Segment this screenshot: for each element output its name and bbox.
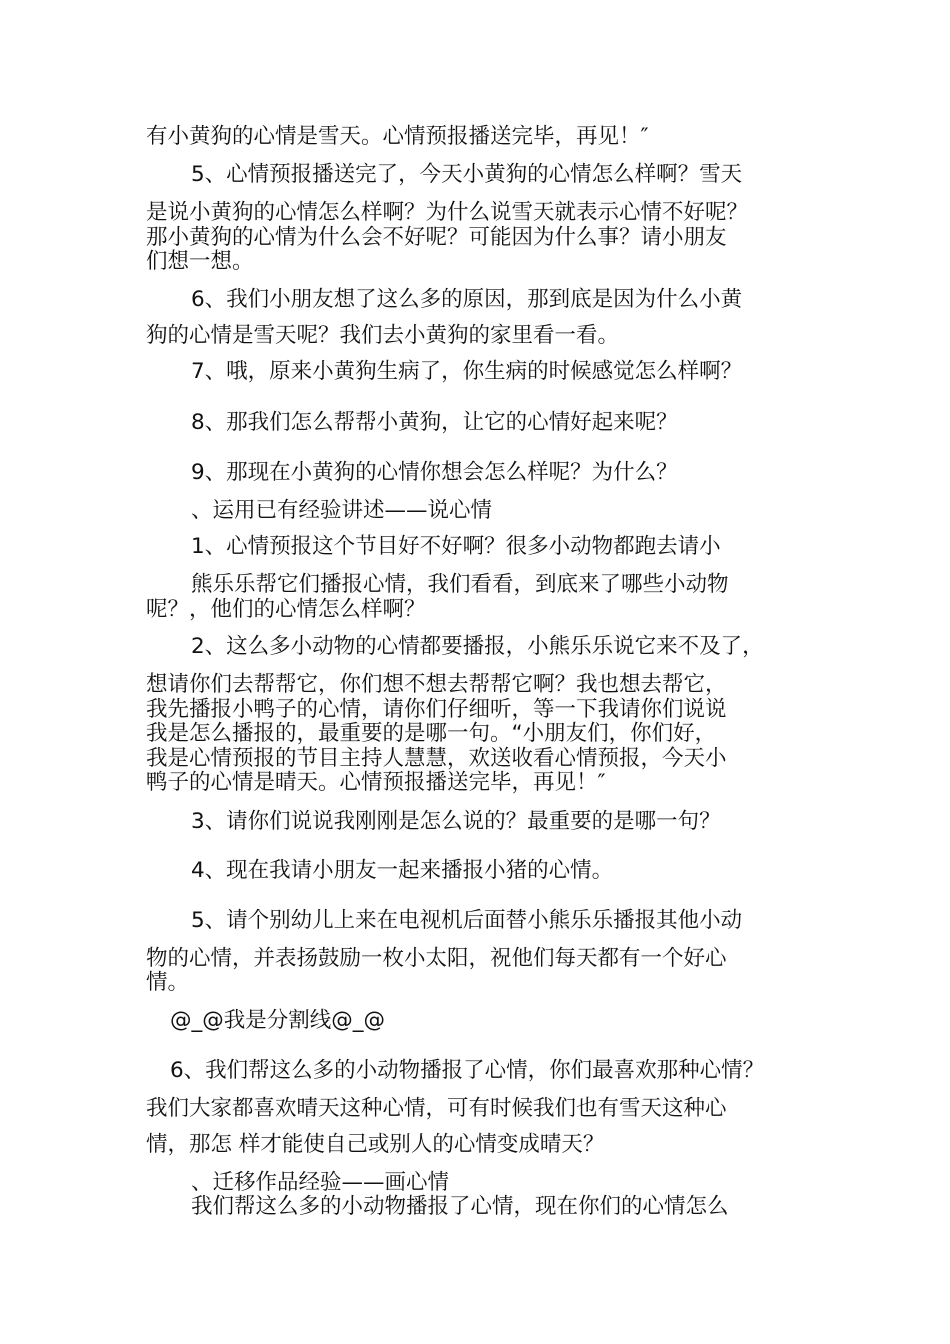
section-heading: 、迁移作品经验——画心情 [191, 1170, 450, 1195]
section-heading: 、运用已有经验讲述——说心情 [191, 498, 493, 523]
text-line: 狗的心情是雪天呢？我们去小黄狗的家里看一看。 [146, 323, 620, 348]
text-line: 鸭子的心情是晴天。心情预报播送完毕，再见！″ [146, 770, 606, 795]
text-line: 有小黄狗的心情是雪天。心情预报播送完毕，再见！″ [146, 124, 649, 149]
text-line: 熊乐乐帮它们播报心情，我们看看，到底来了哪些小动物 [191, 572, 729, 597]
text-line: 想请你们去帮帮它，你们想不想去帮帮它啊？我也想去帮它， [146, 672, 727, 697]
text-line: 7、哦，原来小黄狗生病了，你生病的时候感觉怎么样啊？ [191, 359, 743, 384]
text-line: 9、那现在小黄狗的心情你想会怎么样呢？为什么？ [191, 460, 678, 485]
text-line: 我们帮这么多的小动物播报了心情，现在你们的心情怎么 [191, 1194, 729, 1219]
text-line: 6、我们帮这么多的小动物播报了心情，你们最喜欢那种心情？ [170, 1058, 765, 1083]
text-line: 6、我们小朋友想了这么多的原因，那到底是因为什么小黄 [191, 287, 743, 312]
text-line: 1、心情预报这个节目好不好啊？很多小动物都跑去请小 [191, 534, 721, 559]
text-line: 情。 [146, 970, 190, 995]
divider-text: @_@我是分割线@_@ [170, 1008, 386, 1033]
text-line: 我们大家都喜欢晴天这种心情，可有时候我们也有雪天这种心 [146, 1096, 727, 1121]
text-line: 5、请个别幼儿上来在电视机后面替小熊乐乐播报其他小动 [191, 908, 743, 933]
text-line: 呢？，他们的心情怎么样啊？ [146, 597, 426, 622]
text-line: 8、那我们怎么帮帮小黄狗，让它的心情好起来呢？ [191, 410, 678, 435]
text-line: 们想一想。 [146, 249, 254, 274]
text-line: 物的心情，并表扬鼓励一枚小太阳，祝他们每天都有一个好心 [146, 946, 727, 971]
text-line: 我先播报小鸭子的心情，请你们仔细听，等一下我请你们说说 [146, 697, 727, 722]
text-line: 那小黄狗的心情为什么会不好呢？可能因为什么事？请小朋友 [146, 225, 727, 250]
text-line: 是说小黄狗的心情怎么样啊？为什么说雪天就表示心情不好呢？ [146, 200, 749, 225]
text-line: 2、这么多小动物的心情都要播报，小熊乐乐说它来不及了， [191, 634, 764, 659]
text-line: 我是心情预报的节目主持人慧慧，欢送收看心情预报，今天小 [146, 746, 727, 771]
text-line: 情，那怎 样才能使自己或别人的心情变成晴天？ [146, 1132, 605, 1157]
text-line: 4、现在我请小朋友一起来播报小猪的心情。 [191, 858, 614, 883]
text-line: 3、请你们说说我刚刚是怎么说的？最重要的是哪一句？ [191, 809, 721, 834]
text-line: 5、心情预报播送完了，今天小黄狗的心情怎么样啊？雪天 [191, 162, 743, 187]
text-line: 我是怎么播报的，最重要的是哪一句。“小朋友们，你们好， [146, 721, 717, 746]
